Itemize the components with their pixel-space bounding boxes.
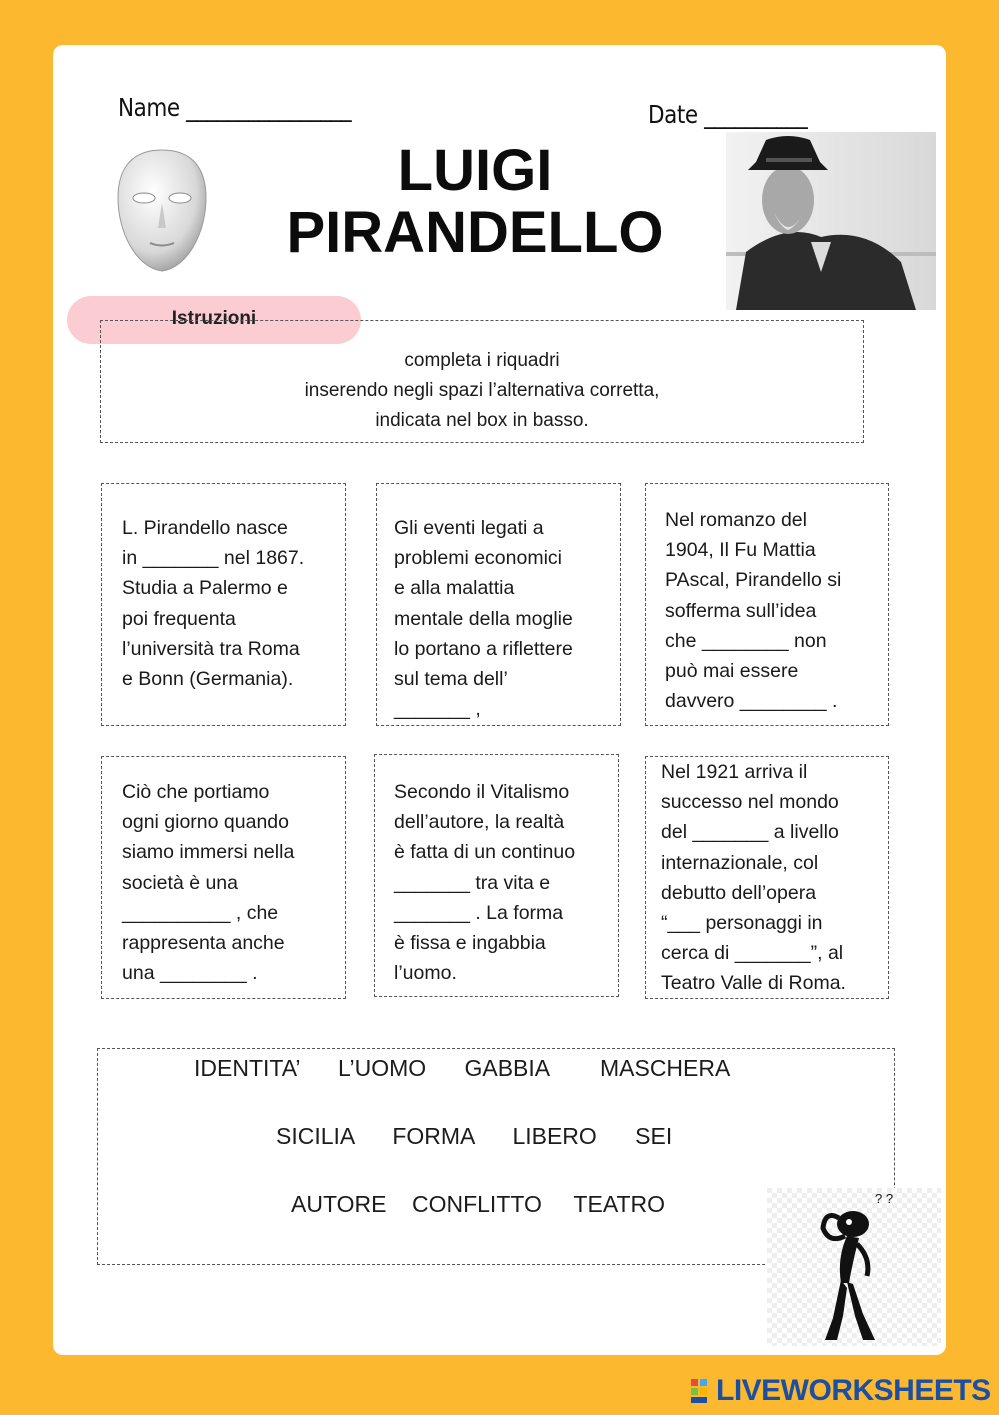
cloze-box-5-text: Secondo il Vitalismo dell’autore, la realtà è fatta di un continuo _______ tra vita e _______ . La forma è fissa e ingabbia l’uomo. bbox=[394, 781, 576, 985]
cloze-box-6-text: Nel 1921 arriva il successo nel mondo del _______ a livello internazionale, col debutto dell’opera “___ personaggi in cerca di _______”, al Teatro Valle di Roma. bbox=[661, 761, 846, 995]
instructions-box bbox=[100, 320, 864, 443]
theater-mask-image bbox=[112, 148, 212, 273]
cloze-box-4[interactable] bbox=[101, 756, 346, 999]
liveworksheets-logo-text: LIVEWORKSHEETS bbox=[716, 1374, 991, 1407]
name-field[interactable]: Name ________________ bbox=[118, 93, 352, 122]
word-bank-row-1[interactable]: IDENTITA’ L’UOMO GABBIA MASCHERA bbox=[194, 1055, 731, 1081]
word-bank-row-3[interactable]: AUTORE CONFLITTO TEATRO bbox=[291, 1191, 666, 1217]
cloze-box-3-text: Nel romanzo del 1904, Il Fu Mattia PAscal, Pirandello si sofferma sull’idea che ________ non può mai essere davvero ________ . bbox=[665, 509, 842, 713]
cloze-box-1[interactable] bbox=[101, 483, 346, 726]
instruction-line-3: indicata nel box in basso. bbox=[375, 410, 589, 431]
instruction-line-1: completa i riquadri bbox=[404, 350, 560, 371]
svg-text:? ?: ? ? bbox=[875, 1191, 894, 1206]
title-line-1: LUIGI bbox=[397, 138, 553, 203]
page-title bbox=[270, 140, 680, 264]
cloze-box-2-text: Gli eventi legati a problemi economici e alla malattia mentale della moglie lo portano a riflettere sul tema dell’ _______ , bbox=[394, 517, 573, 721]
title-line-2: PIRANDELLO bbox=[286, 200, 664, 265]
cloze-box-3[interactable] bbox=[645, 483, 889, 726]
cloze-box-4-text: Ciò che portiamo ogni giorno quando siamo immersi nella società è una __________ , che rappresenta anche una ________ . bbox=[122, 781, 295, 985]
date-field[interactable]: Date __________ bbox=[648, 100, 808, 129]
cloze-box-5[interactable] bbox=[374, 754, 619, 997]
cloze-box-2[interactable] bbox=[376, 483, 621, 726]
word-bank-row-2[interactable]: SICILIA FORMA LIBERO SEI bbox=[276, 1123, 673, 1149]
cloze-box-1-text: L. Pirandello nasce in _______ nel 1867. Studia a Palermo e poi frequenta l’università tra Roma e Bonn (Germania). bbox=[122, 517, 305, 691]
cloze-box-6[interactable] bbox=[645, 756, 889, 999]
instructions-label: Istruzioni bbox=[67, 296, 361, 344]
thinking-figure-image bbox=[767, 1188, 941, 1346]
instruction-line-2: inserendo negli spazi l’alternativa corretta, bbox=[304, 380, 660, 401]
liveworksheets-logo-icon bbox=[690, 1378, 710, 1404]
pirandello-portrait-photo bbox=[726, 132, 936, 310]
